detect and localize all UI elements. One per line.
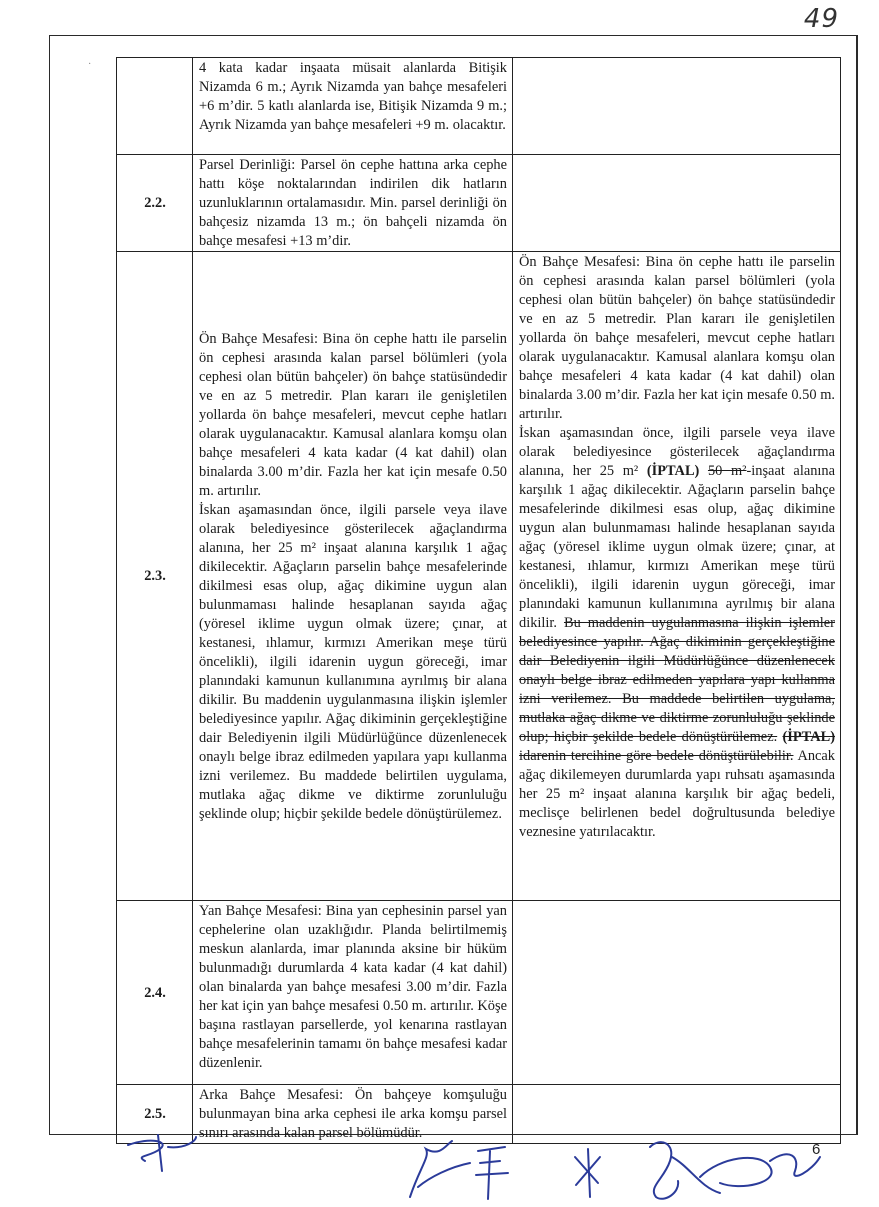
old-paragraph: Ön Bahçe Mesafesi: Bina ön cephe hattı ile parselin ön cephesi arasında kalan parsel bölümleri (yola cephesi olan bütün bahçeler) ön bahçe statüsündedir ve en az 5 metredir. Plan kararı ile genişletilen yollarda ön bahçe mesafeleri, mevcut cephe hatları olarak uygulanacaktır. Kamusal alanlara komşu olan bahçe mesafeleri 4 kata kadar (4 kat dahil) olan binalarda 3.00 m’dir. Fazla her kat için mesafe 0.50 m. artırılır. xyxy=(199,330,507,499)
new-text xyxy=(513,252,841,901)
table-row xyxy=(117,252,841,901)
old-text: 4 kata kadar inşaata müsait alanlarda Bitişik Nizamda 6 m.; Ayrık Nizamda yan bahçe mesafeleri +6 m’dir. 5 katlı alanlarda ise, Bitişik Nizamda 9 m.; Ayrık Nizamda yan bahçe mesafeleri +9 m. olacaktır. xyxy=(193,58,513,155)
old-text: Parsel Derinliği: Parsel ön cephe hattına arka cephe hattı köşe noktalarından indirilen dik hatların uzunluklarının ortalamasıdır. Min. parsel derinliği ön bahçesiz nizamda 13 m.; ön bahçeli nizamda ön bahçe mesafesi +13 m’dir. xyxy=(193,155,513,252)
table-row xyxy=(117,1085,841,1144)
new-text xyxy=(513,1085,841,1144)
clause-number: 2.5. xyxy=(117,1085,193,1144)
signature-2 xyxy=(410,1141,470,1197)
clauses-table xyxy=(116,57,841,1144)
new-text xyxy=(513,901,841,1085)
new-text xyxy=(513,155,841,252)
old-text: Arka Bahçe Mesafesi: Ön bahçeye komşuluğu bulunmayan bina arka cephesi ile arka komşu parsel sınırı arasında kalan parsel bölümüdür. xyxy=(193,1085,513,1144)
old-text: Yan Bahçe Mesafesi: Bina yan cephesinin parsel yan cephelerine olan uzaklığıdır. Planda belirtilmemiş meskun alanlarda, imar planında aksine bir hüküm bulunmadığı durumlarda 4 kata kadar (4 kat dahil) olan binalarda yan bahçe mesafesi 3.00 m’dir. Fazla her kat için yan bahçe mesafesi 0.50 m. artırılır. Köşe başına rastlayan parsellerde, yol kenarına rastlayan bahçe mesafelerinin tamamı ön bahçe mesafesi kadar düzenlenir. xyxy=(193,901,513,1085)
handwritten-page-number: 49 xyxy=(803,4,839,34)
new-paragraph: Ön Bahçe Mesafesi: Bina ön cephe hattı ile parselin ön cephesi arasında kalan parsel bölümleri (yola cephesi olan bütün bahçeler) ön bahçe statüsündedir ve en az 5 metredir. Plan kararı ile genişletilen yollarda ön bahçe mesafeleri, mevcut cephe hatları olarak uygulanacaktır. Kamusal alanlara komşu olan bahçe mesafeleri 4 kata kadar (4 kat dahil) olan binalarda 3.00 m’dir. Fazla her kat için mesafe 0.50 m. artırılır. xyxy=(519,254,835,422)
page-number: 6 xyxy=(812,1141,821,1158)
new-text xyxy=(513,58,841,155)
signature-3 xyxy=(476,1147,508,1199)
old-text xyxy=(193,252,513,901)
clause-number: 2.2. xyxy=(117,155,193,252)
new-text-part: İskan aşamasından önce, ilgili parsele veya ilave olarak belediyesince gösterilecek ağaçlandırma alanına, her 25 m² xyxy=(519,425,835,479)
clause-number xyxy=(117,58,193,155)
signature-5 xyxy=(650,1142,720,1199)
table-row xyxy=(117,155,841,252)
struck-text: idarenin tercihine göre bedele dönüştürülebilir. xyxy=(519,748,794,764)
new-paragraph xyxy=(519,424,835,842)
struck-text: 50 m² xyxy=(707,463,747,479)
clause-number: 2.3. xyxy=(117,252,193,901)
signature-6 xyxy=(700,1154,820,1186)
iptal-label: (İPTAL) xyxy=(782,729,835,745)
table-row xyxy=(117,58,841,155)
table-row xyxy=(117,901,841,1085)
margin-mark: · xyxy=(88,59,92,70)
signature-4 xyxy=(575,1149,600,1197)
struck-text: Bu maddenin uygulanmasına ilişkin işlemler belediyesince yapılır. Ağaç dikiminin gerçekleştiğine dair Belediyenin ilgili Müdürlüğünce düzenlenecek onaylı belge ibraz edilmeden yapılara yapı kullanma izni verilemez. Bu maddede belirtilen uygulama, mutlaka ağaç dikme ve diktirme zorunluluğu şeklinde olup; hiçbir şekilde bedele dönüştürülemez. xyxy=(519,615,835,745)
iptal-label: (İPTAL) xyxy=(646,463,700,479)
clause-number: 2.4. xyxy=(117,901,193,1085)
new-text-part: Ancak ağaç dikilemeyen durumlarda yapı ruhsatı aşamasında her 25 m² inşaat alanına karşılık bir ağaç bedeli, meclisçe belirlenen bedel doğrultusunda belediye veznesine yatırılacaktır. xyxy=(519,748,835,840)
old-paragraph: İskan aşamasından önce, ilgili parsele veya ilave olarak belediyesince gösterilecek ağaçlandırma alanına, her 25 m² inşaat alanına karşılık 1 ağaç dikilecektir. Ağaçların parselin bahçe mesafelerinde dikilmesi esas olup, ağaç dikimine uygun alan bulunmaması halinde hesaplanan sayıda ağaç (yöresel iklime uygun olmak üzere; çınar, at kestanesi, ıhlamur, kırmızı Amerikan meşe türü öncelikli), ilgili idarenin uygun göreceği, imar planındaki kamunun kullanımına ayrılmış bir alana dikilir. Bu maddenin uygulanmasına ilişkin işlemler belediyesince yapılır. Ağaç dikiminin gerçekleştiğine dair Belediyenin ilgili Müdürlüğünce düzenlenecek onaylı belge ibraz edilmeden yapılara yapı kullanma izni verilemez. Bu maddede belirtilen uygulama, mutlaka ağaç dikme ve diktirme zorunluluğu şeklinde olup; hiçbir şekilde bedele dönüştürülemez. xyxy=(199,501,507,822)
new-text-part: -inşaat alanına karşılık 1 ağaç dikilecektir. Ağaçların parselin bahçe mesafelerinde dikilmesi esas olup, ağaç dikimine uygun alan bulunmaması halinde hesaplanan sayıda ağaç (yöresel iklime uygun olmak üzere; çınar, at kestanesi, ıhlamur, kırmızı Amerikan meşe türü öncelikli), ilgili idarenin uygun göreceği, imar planındaki kamunun kullanımına ayrılmış bir alana dikilir. xyxy=(519,463,835,631)
